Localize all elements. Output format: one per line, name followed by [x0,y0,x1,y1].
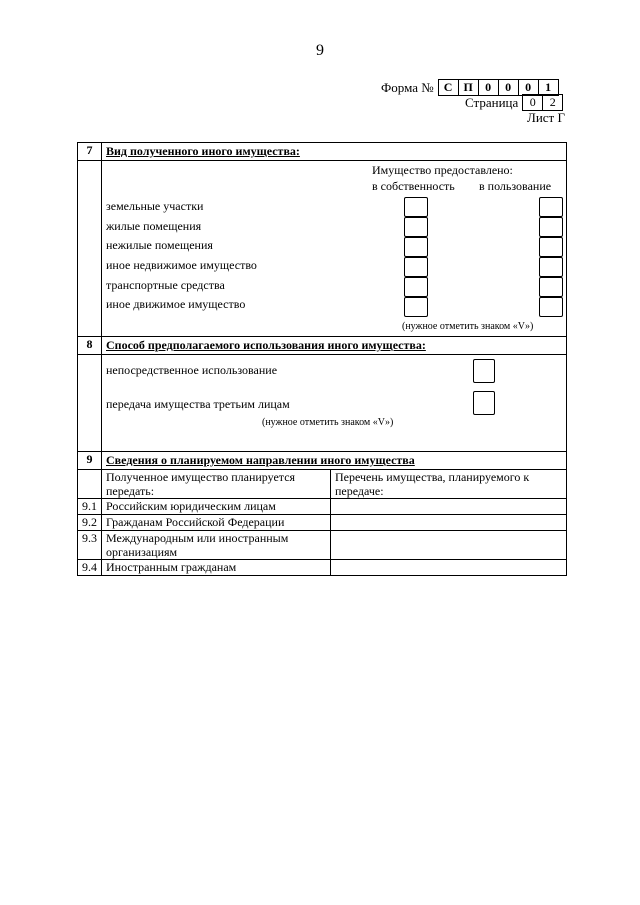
section-9-title: Сведения о планируемом направлении иного имущества [102,452,567,470]
form-number-cell: 0 [499,80,519,95]
row-label: Иностранным гражданам [102,560,331,576]
table-row [78,499,567,515]
section-9-columns [78,470,567,499]
form-number-cell: С [439,80,459,95]
form-number-cell: П [459,80,479,95]
form-number-label: Форма № [381,79,434,95]
page-label: Страница [465,94,519,110]
section-number: 9 [78,452,102,470]
row-number: 9.2 [78,515,102,531]
property-type-label: транспортные средства [106,278,225,292]
sheet-label: Лист Г [527,110,565,125]
checkbox-transfer[interactable] [473,391,495,415]
checkbox-ownership[interactable] [404,257,428,277]
section-8-title: Способ предполагаемого использования иного имущества: [102,337,567,355]
row-input-cell[interactable] [331,515,567,531]
column-use-label: в пользование [479,179,552,193]
row-label: Российским юридическим лицам [102,499,331,515]
checkbox-use[interactable] [539,257,563,277]
checkbox-direct-use[interactable] [473,359,495,383]
row-label: Гражданам Российской Федерации [102,515,331,531]
section-7-title: Вид полученного иного имущества: [102,143,567,161]
form-number-cell: 1 [545,80,552,94]
empty-cell [78,470,102,499]
section-7-body [78,161,567,337]
row-number: 9.3 [78,531,102,560]
section-7-content [102,161,567,337]
section-number: 7 [78,143,102,161]
provided-label: Имущество предоставлено: [372,163,513,177]
form-number-cell: 0 [479,80,499,95]
column-own-label: в собственность [372,179,455,193]
empty-cell [78,355,102,452]
page-cell: 0 [523,95,543,110]
checkbox-ownership[interactable] [404,217,428,237]
column-header-list: Перечень имущества, планируемого к передаче: [331,470,567,499]
checkbox-use[interactable] [539,237,563,257]
page-indicator [465,94,563,111]
page-cells [522,94,563,111]
section-8-body [78,355,567,452]
section-7-header [78,143,567,161]
table-row [78,560,567,576]
checkbox-use[interactable] [539,217,563,237]
row-input-cell[interactable] [331,560,567,576]
section-8-note: (нужное отметить знаком «V») [262,417,394,428]
property-type-label: иное движимое имущество [106,297,246,311]
form-table [77,142,567,576]
section-9-header [78,452,567,470]
property-type-label: нежилые помещения [106,238,213,252]
section-8-header [78,337,567,355]
section-7-note: (нужное отметить знаком «V») [402,321,534,332]
checkbox-use[interactable] [539,297,563,317]
checkbox-ownership[interactable] [404,297,428,317]
checkbox-ownership[interactable] [404,197,428,217]
row-input-cell[interactable] [331,531,567,560]
property-type-label: земельные участки [106,199,204,213]
row-input-cell[interactable] [331,499,567,515]
property-type-label: жилые помещения [106,219,202,233]
usage-method-label: непосредственное использование [106,363,278,377]
table-row [78,515,567,531]
checkbox-ownership[interactable] [404,237,428,257]
empty-cell [78,161,102,337]
form-number-cell: 0 [519,80,539,95]
column-header-planned: Полученное имущество планируется передать: [102,470,331,499]
row-number: 9.4 [78,560,102,576]
page-number: 9 [316,42,324,59]
checkbox-use[interactable] [539,277,563,297]
section-number: 8 [78,337,102,355]
page-cell: 2 [549,95,556,109]
table-row [78,531,567,560]
property-type-label: иное недвижимое имущество [106,258,257,272]
row-label: Международным или иностранным организациям [102,531,331,560]
row-number: 9.1 [78,499,102,515]
checkbox-use[interactable] [539,197,563,217]
section-8-content [102,355,567,452]
usage-method-label: передача имущества третьим лицам [106,397,290,411]
checkbox-ownership[interactable] [404,277,428,297]
